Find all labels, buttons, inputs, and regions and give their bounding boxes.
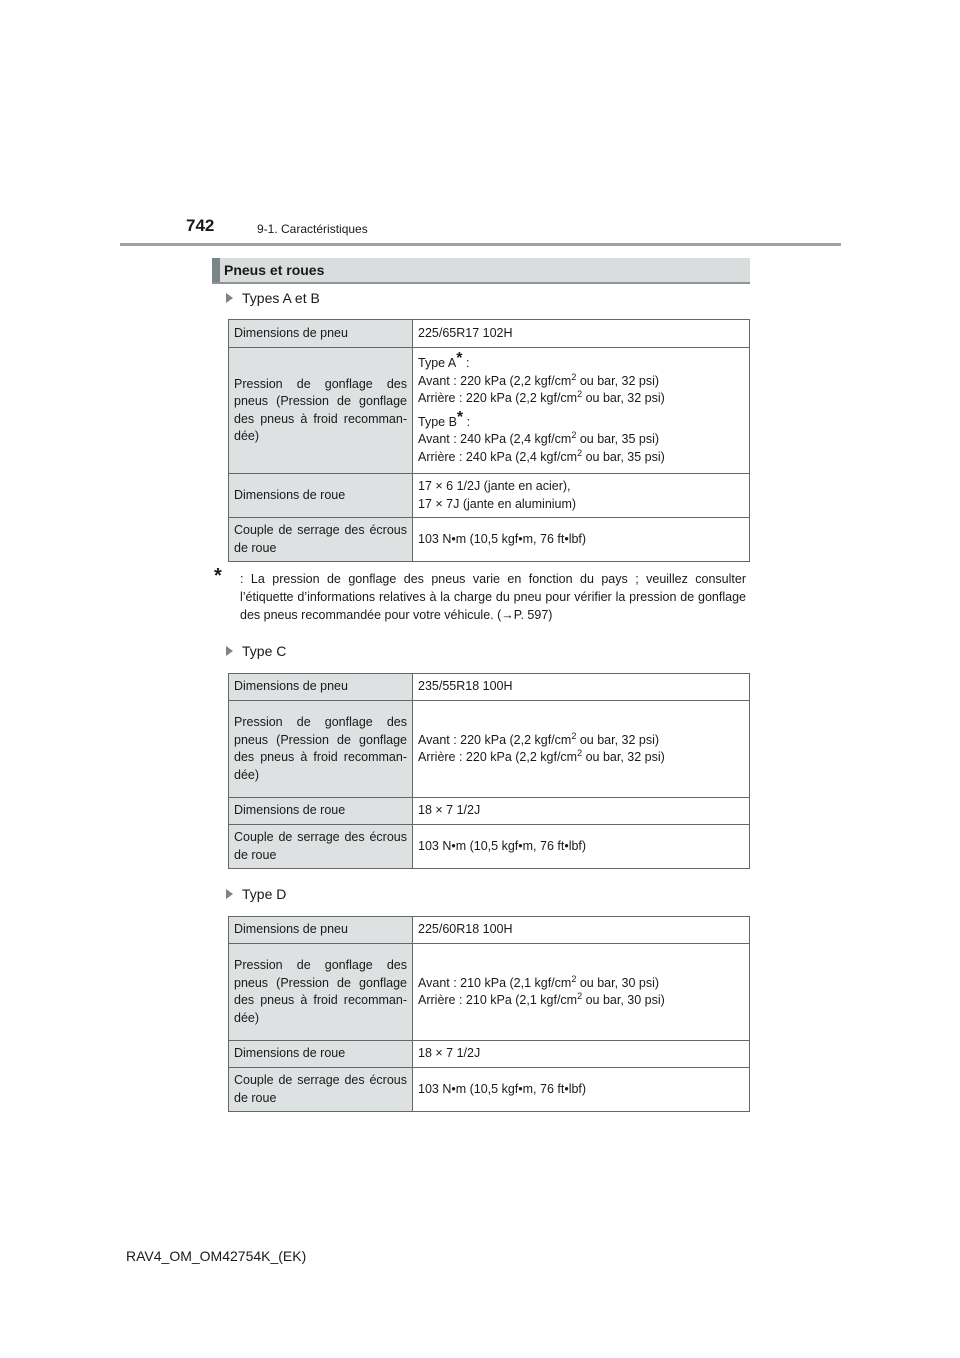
spec-table-types-a-b — [228, 319, 750, 562]
subheading-type-d — [226, 886, 286, 902]
row-label: Dimensions de pneu — [229, 674, 413, 701]
subheading-label: Type C — [242, 643, 287, 659]
table-row — [229, 1068, 750, 1112]
value-line: Arrière : 240 kPa (2,4 kgf/$cm^2$ ou bar, 35 psi) — [418, 447, 665, 464]
page-header — [0, 0, 960, 250]
row-value — [413, 798, 750, 825]
value-line: 18 × 7 1/2J — [418, 803, 481, 818]
row-value — [413, 1068, 750, 1112]
row-label: Couple de serrage des écrous de roue — [229, 518, 413, 562]
type-a-heading: Type A* : — [418, 350, 470, 370]
chapter-title: 9-1. Caractéristiques — [257, 222, 368, 236]
footnote — [214, 565, 746, 624]
section-title: Pneus et roues — [224, 262, 325, 278]
row-label: Couple de serrage des écrous de roue — [229, 825, 413, 869]
subheading-label: Type D — [242, 886, 287, 902]
type-b-heading: Type B* : — [418, 408, 471, 429]
value-line: 103 N•m (10,5 kgf•m, 76 ft•lbf) — [418, 1081, 587, 1096]
table-row — [229, 798, 750, 825]
table-row — [229, 917, 750, 944]
subheading-label: Types A et B — [242, 290, 320, 306]
value-line: 103 N•m (10,5 kgf•m, 76 ft•lbf) — [418, 838, 587, 853]
asterisk-icon: * — [456, 408, 464, 426]
row-label: Couple de serrage des écrous de roue — [229, 1068, 413, 1112]
value-line: Avant : 220 kPa (2,2 kgf/$cm^2$ ou bar, 32 psi) — [418, 730, 660, 747]
value-line: Arrière : 220 kPa (2,2 kgf/$cm^2$ ou bar, 32 psi) — [418, 388, 665, 405]
row-label: Dimensions de pneu — [229, 320, 413, 348]
subheading-type-c — [226, 643, 286, 659]
page-number: 742 — [186, 216, 215, 235]
row-value — [413, 1041, 750, 1068]
table-row — [229, 944, 750, 1041]
arrow-right-icon — [226, 646, 233, 656]
table-row — [229, 518, 750, 562]
value-line: Avant : 220 kPa (2,2 kgf/$cm^2$ ou bar, 32 psi) — [418, 371, 660, 388]
row-label: Dimensions de roue — [229, 474, 413, 518]
table-row — [229, 701, 750, 798]
arrow-right-icon — [226, 293, 233, 303]
row-label: Pression de gonflage des pneus (Pression de gonflage des pneus à froid recomman-dée) — [229, 348, 413, 474]
value-line: Avant : 210 kPa (2,1 kgf/$cm^2$ ou bar, 30 psi) — [418, 973, 660, 990]
row-label: Pression de gonflage des pneus (Pression de gonflage des pneus à froid recomman-dée) — [229, 944, 413, 1041]
value-line: 225/65R17 102H — [418, 325, 513, 340]
row-value — [413, 944, 750, 1041]
row-label: Pression de gonflage des pneus (Pression de gonflage des pneus à froid recomman-dée) — [229, 701, 413, 798]
table-row — [229, 348, 750, 474]
row-label: Dimensions de pneu — [229, 917, 413, 944]
table-row — [229, 320, 750, 348]
header-rule — [120, 243, 841, 246]
value-line: 103 N•m (10,5 kgf•m, 76 ft•lbf) — [418, 531, 587, 546]
row-value — [413, 348, 750, 474]
value-line: 18 × 7 1/2J — [418, 1046, 481, 1061]
section-heading — [212, 258, 750, 284]
table-row — [229, 825, 750, 869]
value-line: Avant : 240 kPa (2,4 kgf/$cm^2$ ou bar, 35 psi) — [418, 429, 660, 446]
row-value — [413, 474, 750, 518]
row-label: Dimensions de roue — [229, 1041, 413, 1068]
asterisk-icon: * — [456, 350, 463, 367]
spec-table-type-c — [228, 673, 750, 869]
arrow-right-icon — [226, 889, 233, 899]
table-row — [229, 474, 750, 518]
row-value — [413, 917, 750, 944]
row-value — [413, 825, 750, 869]
table-row — [229, 1041, 750, 1068]
value-line: 17 × 6 1/2J (jante en acier), — [418, 479, 571, 493]
footnote-text: : La pression de gonflage des pneus varie en fonction du pays ; veuillez consulter l’étiquette d’informations relatives à la charge du pneu pour vérifier la pression de gonflage des pneus recommandée pour votre véhicule. (→P. 597) — [240, 572, 746, 622]
value-line: 17 × 7J (jante en aluminium) — [418, 496, 577, 511]
asterisk-icon: * — [214, 565, 222, 587]
value-line: 235/55R18 100H — [418, 679, 513, 694]
document-id: RAV4_OM_OM42754K_(EK) — [126, 1248, 307, 1264]
row-label: Dimensions de roue — [229, 798, 413, 825]
section-marker — [212, 258, 220, 282]
value-line: Arrière : 220 kPa (2,2 kgf/$cm^2$ ou bar, 32 psi) — [418, 747, 665, 764]
row-value — [413, 674, 750, 701]
value-line: Arrière : 210 kPa (2,1 kgf/$cm^2$ ou bar, 30 psi) — [418, 990, 665, 1007]
row-value — [413, 518, 750, 562]
row-value — [413, 701, 750, 798]
spec-table-type-d — [228, 916, 750, 1112]
row-value — [413, 320, 750, 348]
subheading-types-a-b — [226, 290, 320, 306]
value-line: 225/60R18 100H — [418, 922, 513, 937]
table-row — [229, 674, 750, 701]
